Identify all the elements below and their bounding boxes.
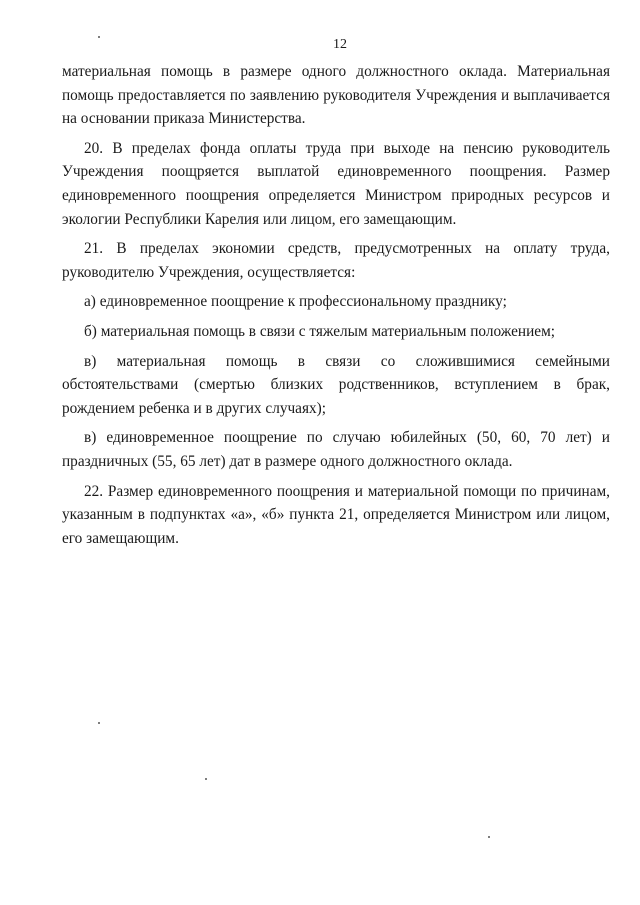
paragraph-21: 21. В пределах экономии средств, предусмотренных на оплату труда, руководителю Учреждения, осуществляется: [62, 240, 610, 281]
document-body [62, 60, 610, 550]
scan-speck [98, 722, 100, 724]
list-item-v-first [62, 350, 610, 421]
list-item-b: б) материальная помощь в связи с тяжелым материальным положением; [84, 322, 556, 340]
list-item-a: а) единовременное поощрение к профессиональному празднику; [84, 293, 507, 311]
list-item-v-first-line: в) материальная помощь в связи со сложившимися семейными [84, 352, 610, 370]
list-item-v-first-rest: обстоятельствами (смертью близких родственников, вступлением в брак, рождением ребенка и в других случаях); [62, 376, 610, 417]
list-item-v-second: в) единовременное поощрение по случаю юбилейных (50, 60, 70 лет) и праздничных (55, 65 лет) дат в размере одного должностного оклада. [62, 429, 610, 470]
page-number: 12 [333, 37, 347, 52]
scan-speck [488, 836, 490, 838]
paragraph-intro: материальная помощь в размере одного должностного оклада. Материальная помощь предоставляется по заявлению руководителя Учреждения и выплачивается на основании приказа Министерства. [62, 63, 610, 128]
scan-speck [205, 778, 207, 780]
scan-speck [98, 36, 100, 38]
paragraph-22: 22. Размер единовременного поощрения и материальной помощи по причинам, указанным в подпунктах «а», «б» пункта 21, определяется Министром или лицом, его замещающим. [62, 482, 610, 547]
paragraph-20: 20. В пределах фонда оплаты труда при выходе на пенсию руководитель Учреждения поощряется выплатой единовременного поощрения. Размер единовременного поощрения определяется Министром природных ресурсов и экологии Республики Карелия или лицом, его замещающим. [62, 139, 610, 228]
